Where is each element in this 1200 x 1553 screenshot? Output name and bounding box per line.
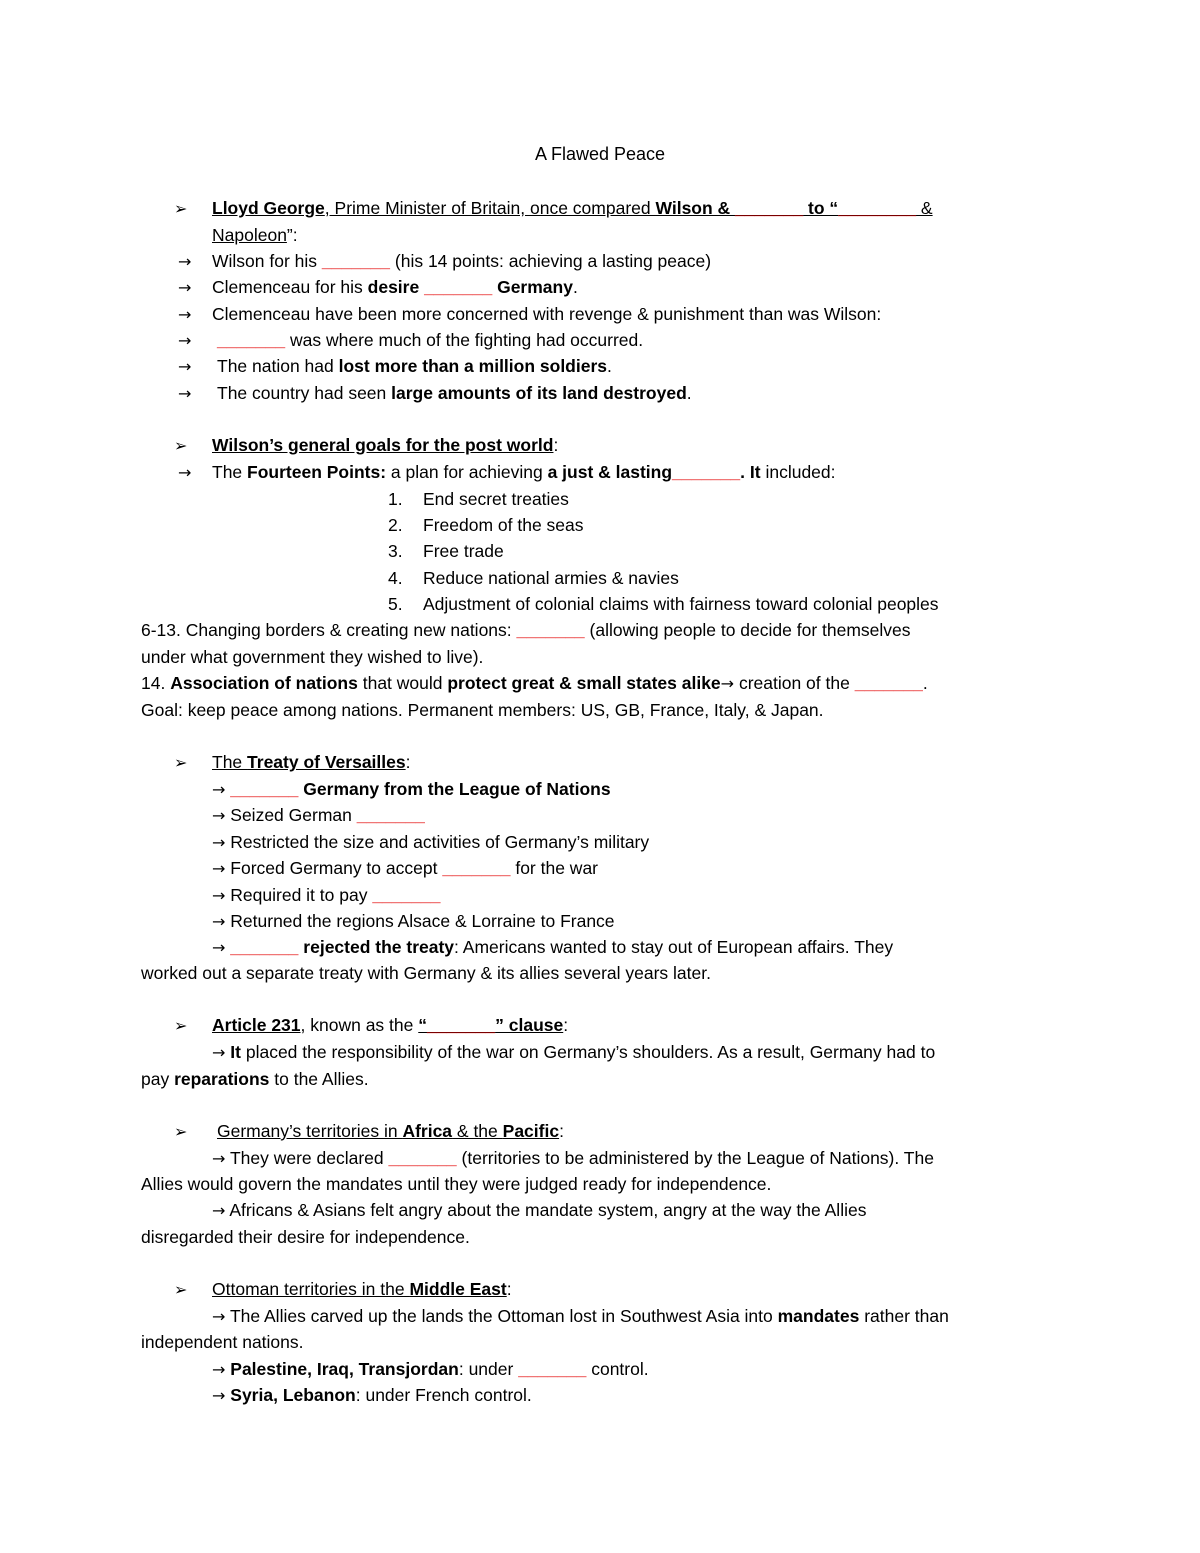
blank: _______ [230, 937, 299, 957]
blank: _______ [518, 1359, 587, 1379]
clemenceau-line: Clemenceau for his desire _______ Germany. [212, 277, 578, 297]
list-number: 5. [388, 594, 403, 614]
right-arrow-icon: → [212, 806, 226, 825]
germany-territories-line-3: → Africans & Asians felt angry about the mandate system, angry at the way the Allies [212, 1200, 867, 1220]
point-14-goal: Goal: keep peace among nations. Permanent members: US, GB, France, Italy, & Japan. [141, 700, 824, 720]
blank: _______ [321, 251, 391, 271]
bullet-row [174, 1276, 187, 1303]
arrow-row [178, 327, 191, 354]
arrow-row [178, 459, 191, 486]
blank: _______ [735, 198, 804, 218]
right-arrow-icon: → [212, 780, 226, 799]
right-arrow-icon: → [212, 1386, 226, 1405]
land-destroyed-line: The country had seen large amounts of its land destroyed. [217, 383, 692, 403]
arrow-row [178, 380, 191, 407]
list-item: Free trade [423, 541, 504, 561]
arrow-row [178, 248, 191, 275]
right-arrow-icon: → [212, 1149, 226, 1168]
blank: _______ [424, 277, 493, 297]
right-arrow-icon: → [178, 384, 192, 403]
list-item: Adjustment of colonial claims with fairness toward colonial peoples [423, 594, 939, 614]
blank: _______ [372, 885, 441, 905]
bullet-row [174, 1118, 187, 1145]
right-arrow-icon: → [212, 833, 226, 852]
page-title: A Flawed Peace [534, 144, 666, 164]
bullet-arrowhead-icon: ➢ [174, 1122, 188, 1141]
blank: _______ [516, 620, 585, 640]
article-231-line-1: → It placed the responsibility of the war on Germany’s shoulders. As a result, Germany had to [212, 1042, 936, 1062]
list-item: Freedom of the seas [423, 515, 584, 535]
treaty-line-2: → Seized German _______ [212, 805, 425, 825]
blank: _______ [217, 330, 286, 350]
wilson-goals-heading: Wilson’s general goals for the post world: [212, 435, 559, 455]
right-arrow-icon: → [178, 278, 192, 297]
right-arrow-icon: → [178, 357, 192, 376]
blank: _______ [427, 1015, 496, 1035]
ottoman-line-2: independent nations. [141, 1332, 304, 1352]
ottoman-line-1: → The Allies carved up the lands the Ottoman lost in Southwest Asia into mandates rather than [212, 1306, 949, 1326]
blank: _______ [854, 673, 923, 693]
right-arrow-icon: → [212, 859, 226, 878]
right-arrow-icon: → [212, 886, 226, 905]
bullet-row-lloyd-george [174, 195, 187, 222]
fighting-line: _______ was where much of the fighting had occurred. [217, 330, 644, 350]
lloyd-george-line: Lloyd George, Prime Minister of Britain, once compared Wilson & _______ to “________ & [212, 198, 933, 218]
blank: _______ [388, 1148, 457, 1168]
treaty-line-7: → _______ rejected the treaty: Americans wanted to stay out of European affairs. They [212, 937, 894, 957]
bullet-arrowhead-icon: ➢ [174, 1016, 188, 1035]
treaty-line-8: worked out a separate treaty with Germany & its allies several years later. [141, 963, 711, 983]
bullet-arrowhead-icon: ➢ [174, 199, 188, 218]
fourteen-points-line: The Fourteen Points: a plan for achieving a just & lasting_______. It included: [212, 462, 836, 482]
blank: _______ [230, 779, 299, 799]
arrow-row [178, 274, 191, 301]
ottoman-line-4: → Syria, Lebanon: under French control. [212, 1385, 532, 1405]
arrow-row [178, 301, 191, 328]
treaty-versailles-heading: The Treaty of Versailles: [212, 752, 411, 772]
bullet-row [174, 432, 187, 459]
wilson-line: Wilson for his _______ (his 14 points: achieving a lasting peace) [212, 251, 712, 271]
bullet-arrowhead-icon: ➢ [174, 1280, 188, 1299]
ottoman-line-3: → Palestine, Iraq, Transjordan: under _______ control. [212, 1359, 649, 1379]
blank: _______ [356, 805, 425, 825]
bullet-row [174, 749, 187, 776]
ottoman-territories-heading: Ottoman territories in the Middle East: [212, 1279, 512, 1299]
list-item: Reduce national armies & navies [423, 568, 679, 588]
points-6-13-line: 6-13. Changing borders & creating new nations: _______ (allowing people to decide for themselves [141, 620, 911, 640]
list-number: 4. [388, 568, 403, 588]
article-231-heading: Article 231, known as the “_______” clause: [212, 1015, 569, 1035]
treaty-line-4: → Forced Germany to accept _______ for the war [212, 858, 599, 878]
right-arrow-icon: → [178, 463, 192, 482]
list-number: 3. [388, 541, 403, 561]
right-arrow-icon: → [212, 938, 226, 957]
germany-territories-line-1: → They were declared _______ (territories to be administered by the League of Nations). The [212, 1148, 934, 1168]
treaty-line-6: → Returned the regions Alsace & Lorraine to France [212, 911, 615, 931]
napoleon-line: Napoleon”: [212, 225, 298, 245]
right-arrow-icon: → [212, 1043, 226, 1062]
right-arrow-icon: → [212, 1201, 226, 1220]
blank: _______ [442, 858, 511, 878]
blank: ________ [838, 198, 917, 218]
bullet-arrowhead-icon: ➢ [174, 436, 188, 455]
clemenceau-revenge-line: Clemenceau have been more concerned with revenge & punishment than was Wilson: [212, 304, 882, 324]
right-arrow-icon: → [178, 252, 192, 271]
right-arrow-icon: → [212, 1360, 226, 1379]
germany-territories-heading: Germany’s territories in Africa & the Pacific: [217, 1121, 564, 1141]
bullet-arrowhead-icon: ➢ [174, 753, 188, 772]
arrow-row [178, 353, 191, 380]
treaty-line-1: → _______ Germany from the League of Nations [212, 779, 611, 799]
points-6-13-continued: under what government they wished to live). [141, 647, 484, 667]
treaty-line-3: → Restricted the size and activities of Germany’s military [212, 832, 650, 852]
soldiers-line: The nation had lost more than a million soldiers. [217, 356, 612, 376]
treaty-line-5: → Required it to pay _______ [212, 885, 441, 905]
right-arrow-icon: → [212, 912, 226, 931]
blank: _______ [672, 462, 741, 482]
list-number: 2. [388, 515, 403, 535]
right-arrow-icon: → [212, 1307, 226, 1326]
germany-territories-line-4: disregarded their desire for independence. [141, 1227, 470, 1247]
list-item: End secret treaties [423, 489, 569, 509]
right-arrow-icon: → [178, 331, 192, 350]
article-231-line-2: pay reparations to the Allies. [141, 1069, 369, 1089]
list-number: 1. [388, 489, 403, 509]
germany-territories-line-2: Allies would govern the mandates until they were judged ready for independence. [141, 1174, 772, 1194]
point-14-line: 14. Association of nations that would protect great & small states alike→ creation of the _______. [141, 673, 928, 693]
right-arrow-icon: → [178, 305, 192, 324]
bullet-row [174, 1012, 187, 1039]
right-arrow-icon: → [720, 674, 735, 693]
